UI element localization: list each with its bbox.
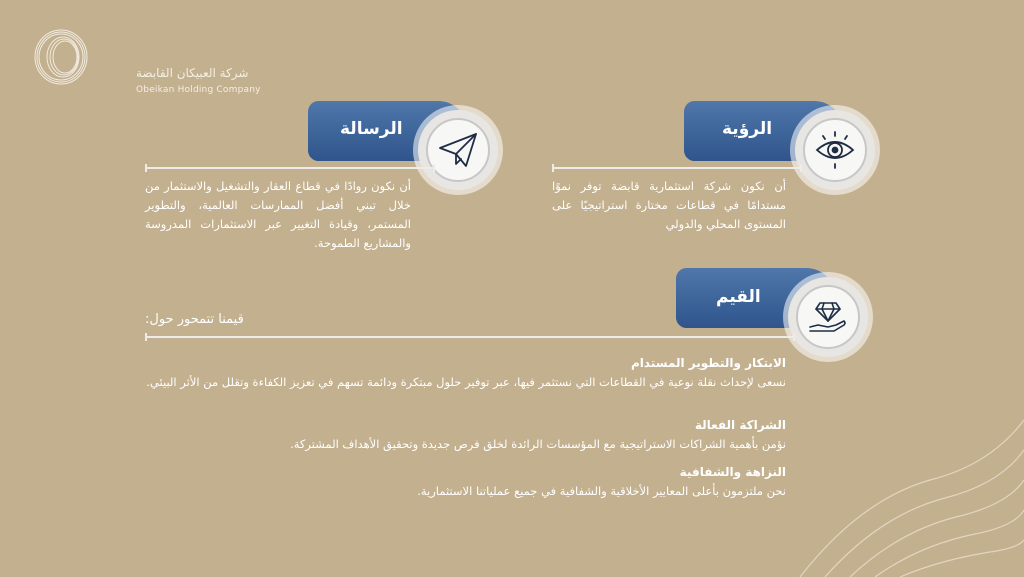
ring-logo-icon [30,26,92,88]
value-title-integrity: النزاهة والشفافية [679,465,786,479]
logo-arabic-name: شركة العبيكان القابضة [136,66,249,80]
values-divider [145,336,795,338]
company-logo [30,26,261,95]
decorative-curves [780,380,1024,577]
eye-icon [811,126,859,174]
values-icon-ring [788,277,868,357]
vision-text: أن نكون شركة استثمارية قابضة توفر نموًا مستدامًا في قطاعات مختارة استراتيجيًا على المستوى المحلي والدولي [552,179,786,231]
value-text-innovation: نسعى لإحداث نقلة نوعية في القطاعات التي نستثمر فيها، عبر توفير حلول مبتكرة ودائمة تسهم في تعزيز الكفاءة وتقلل من الأثر البيئي. [146,375,786,389]
mission-text: أن نكون روادًا في قطاع العقار والتشغيل والاستثمار من خلال تبني أفضل الممارسات العالمية، والتطوير المستمر، وقيادة التغيير عبر الاستثمارات المدروسة والمشاريع الطموحة. [145,179,411,250]
vision-icon-ring [795,110,875,190]
logo-english-name: Obeikan Holding Company [136,85,261,95]
value-title-partnership: الشراكة الفعالة [694,418,786,432]
mission-divider [145,167,435,169]
vision-title: الرؤية [722,119,773,139]
mission-icon-ring [418,110,498,190]
paper-plane-icon [434,126,482,174]
values-title: القيم [716,287,761,307]
value-title-innovation: الابتكار والتطوير المستدام [631,356,786,370]
value-text-integrity: نحن ملتزمون بأعلى المعايير الأخلاقية والشفافية في جميع عملياتنا الاستثمارية. [417,484,786,498]
vision-divider [552,167,802,169]
mission-title: الرسالة [340,119,403,139]
values-subtitle: قيمنا تتمحور حول: [145,312,244,327]
diamond-hand-icon [804,293,852,341]
value-text-partnership: نؤمن بأهمية الشراكات الاستراتيجية مع المؤسسات الرائدة لخلق فرص جديدة وتحقيق الأهداف المشتركة. [290,437,786,451]
